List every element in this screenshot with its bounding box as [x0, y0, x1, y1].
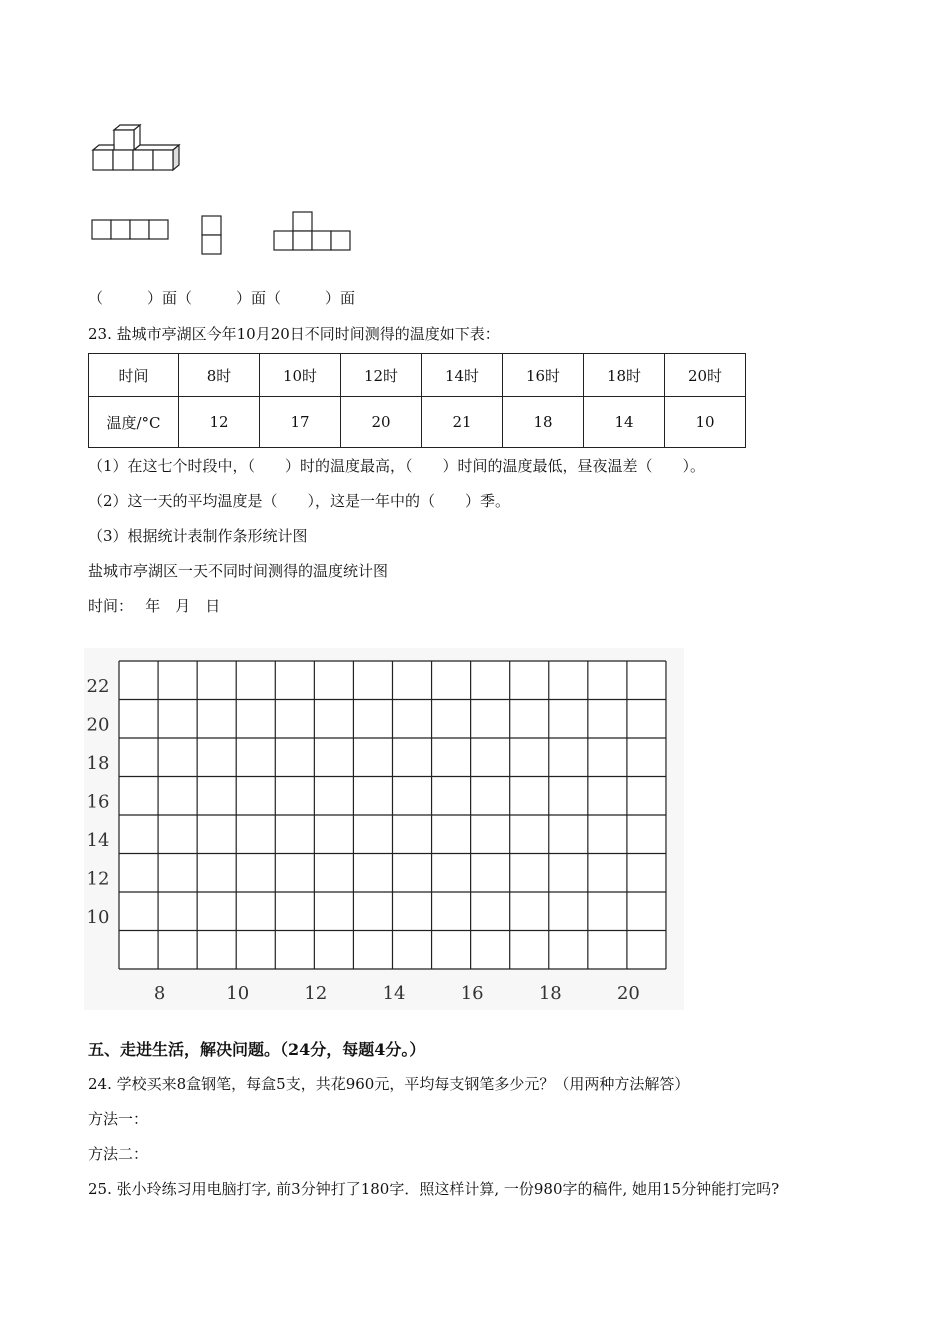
x-tick-label: 12 — [304, 983, 328, 1004]
y-tick-label: 18 — [86, 753, 110, 774]
view-option-1 — [90, 218, 172, 240]
view-label-1: ）面（ — [147, 289, 193, 307]
view-label-open: （ — [88, 289, 104, 307]
table-cell: 20 — [341, 397, 422, 448]
y-tick-label: 12 — [86, 868, 110, 890]
table-header-time: 时间 — [89, 354, 179, 397]
table-row — [89, 397, 746, 448]
table-cell: 8时 — [179, 354, 260, 397]
table-cell: 18时 — [584, 354, 665, 397]
chart-title: 盐城市亭湖区一天不同时间测得的温度统计图 — [88, 562, 389, 580]
table-cell: 17 — [260, 397, 341, 448]
section5-heading: 五、走进生活，解决问题。（24分，每题4分。） — [88, 1040, 426, 1059]
method1-label: 方法一： — [88, 1110, 149, 1128]
table-cell: 12时 — [341, 354, 422, 397]
view-option-3 — [272, 210, 354, 254]
cube-stack-figure — [88, 122, 183, 178]
y-tick-label: 22 — [86, 676, 110, 697]
method2-label: 方法二： — [88, 1145, 149, 1163]
temperature-table — [88, 353, 746, 448]
view-labels — [88, 287, 355, 308]
q23-sub2: （2）这一天的平均温度是（ ），这是一年中的（ ）季。 — [88, 492, 511, 510]
table-cell: 14 — [584, 397, 665, 448]
q23-sub1: （1）在这七个时段中，（ ）时的温度最高，（ ）时间的温度最低，昼夜温差（ ）。 — [88, 457, 706, 475]
y-tick-label: 10 — [86, 907, 110, 928]
table-cell: 10 — [665, 397, 746, 448]
table-row — [89, 354, 746, 397]
view-label-3: ）面 — [325, 289, 356, 307]
table-cell: 20时 — [665, 354, 746, 397]
view-label-2: ）面（ — [236, 289, 282, 307]
table-cell: 10时 — [260, 354, 341, 397]
x-tick-label: 16 — [460, 983, 484, 1004]
table-cell: 14时 — [422, 354, 503, 397]
x-tick-label: 18 — [538, 983, 562, 1004]
table-header-temp: 温度/°C — [89, 397, 179, 448]
table-cell: 16时 — [503, 354, 584, 397]
x-tick-label: 20 — [616, 983, 640, 1004]
bar-chart-grid — [84, 648, 684, 1010]
q24-text: 24. 学校买来8盒钢笔，每盒5支，共花960元，平均每支钢笔多少元？（用两种方法解答） — [88, 1075, 690, 1093]
q23-sub3: （3）根据统计表制作条形统计图 — [88, 527, 308, 545]
date-line: 时间： 年 月 日 — [88, 597, 221, 615]
table-cell: 12 — [179, 397, 260, 448]
y-tick-label: 20 — [86, 714, 110, 736]
y-tick-label: 14 — [86, 830, 110, 851]
x-tick-label: 8 — [153, 983, 166, 1004]
table-cell: 21 — [422, 397, 503, 448]
x-tick-label: 14 — [382, 983, 406, 1004]
table-cell: 18 — [503, 397, 584, 448]
q25-text: 25. 张小玲练习用电脑打字, 前3分钟打了180字．照这样计算, 一份980字的稿件, 她用15分钟能打完吗? — [88, 1180, 780, 1198]
y-tick-label: 16 — [86, 791, 110, 813]
x-tick-label: 10 — [226, 983, 250, 1004]
q23-stem: 23. 盐城市亭湖区今年10月20日不同时间测得的温度如下表： — [88, 325, 500, 343]
view-option-2 — [199, 214, 223, 258]
